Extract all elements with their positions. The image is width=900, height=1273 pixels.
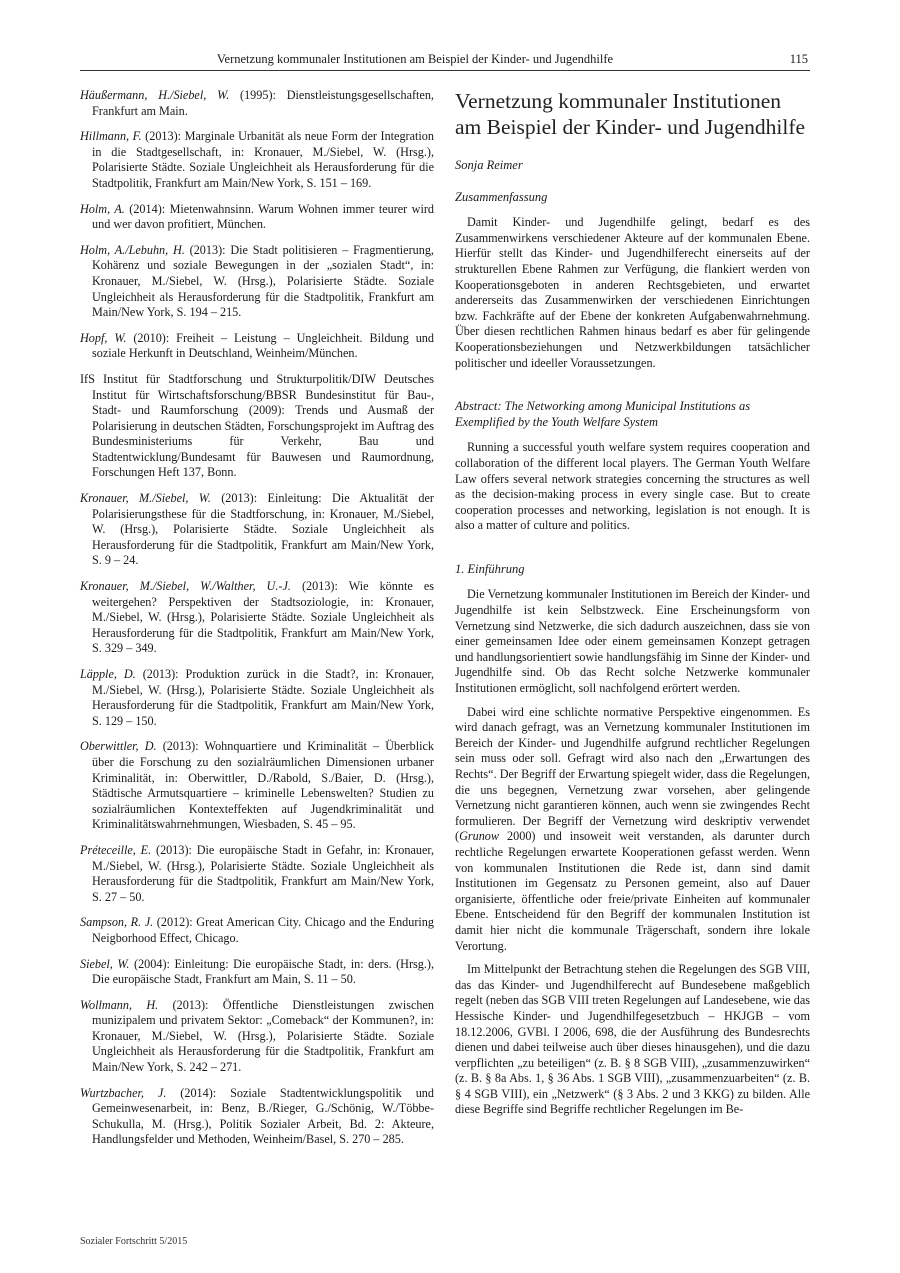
reference-text: (2013): Öffentliche Dienstleistungen zwischen munizipalem und privatem Sektor: „Comeback“ der Kommunen?, in: Kronauer, M./Siebel, W. (Hrsg.), Polarisierte Städte. Soziale Ungleichheit als Herausforderung für die Stadtpolitik, Frankfurt am Main/New York, S. 242 – 271. bbox=[92, 997, 434, 1075]
reference-item bbox=[80, 372, 434, 481]
reference-authors: Kronauer, M./Siebel, W./Walther, U.-J. bbox=[80, 579, 291, 594]
reference-item bbox=[80, 843, 434, 905]
reference-item bbox=[80, 957, 434, 988]
running-title: Vernetzung kommunaler Institutionen am Beispiel der Kinder- und Jugendhilfe bbox=[216, 52, 614, 66]
section-heading-introduction: 1. Einführung bbox=[455, 561, 525, 576]
abstract-heading: Abstract: The Networking among Municipal Institutions as Exemplified by the Youth Welfare System bbox=[455, 399, 751, 429]
article-title: Vernetzung kommunaler Institutionen am Beispiel der Kinder- und Jugendhilfe bbox=[455, 89, 806, 139]
reference-item bbox=[80, 331, 434, 362]
summary-text: Damit Kinder- und Jugendhilfe gelingt, bedarf es des Zusammenwirkens verschiedener Akteure auf der kommunalen Ebene. Hierfür stellt das Kinder- und Jugendhilferecht einerseits auf der strukturellen Ebene Rahmen zur Verfügung, die flankiert werden von Kooperationsgeboten in anderen Rechtsgebieten, und erwartet andererseits das Zusammenwirken der verschiedenen Einrichtungen bzw. Fachkräfte auf der Ebene der konkreten Aufgabenwahrnehmung. Über diesen rechtlichen Rahmen hinaus bedarf es aber für gelingende Kooperationsbeziehungen und Netzwerkbildungen tatsächlicher politischer und ideeller Voraussetzungen. bbox=[455, 215, 810, 370]
reference-item bbox=[80, 88, 434, 119]
spacer bbox=[455, 542, 810, 562]
reference-authors: Wollmann, H. bbox=[80, 997, 159, 1012]
reference-authors: Holm, A. bbox=[80, 201, 125, 216]
reference-list bbox=[80, 88, 434, 1158]
reference-authors: Préteceille, E. bbox=[80, 842, 152, 857]
reference-text: (2004): Einleitung: Die europäische Stadt, in: ders. (Hrsg.), Die europäische Stadt, Frankfurt am Main, S. 11 – 50. bbox=[92, 956, 435, 987]
reference-item bbox=[80, 998, 434, 1076]
reference-authors: Holm, A./Lebuhn, H. bbox=[80, 242, 185, 257]
reference-authors: Sampson, R. J. bbox=[80, 915, 154, 930]
summary-heading: Zusammenfassung bbox=[455, 189, 548, 204]
reference-text: IfS Institut für Stadtforschung und Strukturpolitik/DIW Deutsches Institut für Wirtschaftsforschung/BBSR Bundesinstitut für Bau-, Stadt- und Raumforschung (2009): Trends und Ausmaß der Polarisierung in deutschen Städten, Forschungsprojekt im Auftrag des Bundesministeriums für Verkehr, Bau und Stadtentwicklung/Bundesamt für Bauwesen und Raumordnung, Forschungen Heft 137, Bonn. bbox=[80, 371, 434, 480]
reference-item bbox=[80, 579, 434, 657]
journal-footer: Sozialer Fortschritt 5/2015 bbox=[80, 1236, 188, 1247]
running-head bbox=[80, 48, 810, 71]
reference-text: (2012): Great American City. Chicago and the Enduring Neigborhood Effect, Chicago. bbox=[92, 915, 434, 945]
reference-authors: Hopf, W. bbox=[80, 330, 127, 345]
reference-item bbox=[80, 202, 434, 233]
body-paragraph: Im Mittelpunkt der Betrachtung stehen die Regelungen des SGB VIII, das das Kinder- und Jugendhilferecht auf Bundesebene maßgeblich regelt (neben das SGB VIII treten Regelungen auf Landesebene, wie das Hessische Kinder- und Jugendhilfegesetzbuch – HKJGB – vom 18.12.2006, GVBl. I 2006, 698, die der Ausführung des Bundesrechts dienen und dabei teilweise auch über dieses hinausgehen), und die dazu verpflichten „zu beteiligen“ (z. B. § 8 SGB VIII), „zusammenzuwirken“ (z. B. § 8a Abs. 1, § 36 Abs. 1 SGB VIII), „zusammenzuarbeiten“ (z. B. § 4 SGB VIII), ein „Netzwerk“ (§ 3 Abs. 2 und 3 KKG) zu bilden. Alle diese Begriffe sind Begriffe rechtlicher Regelungen im Be- bbox=[455, 962, 810, 1117]
reference-item bbox=[80, 129, 434, 191]
body-text: 2000) und insoweit weit verstanden, als darunter durch rechtliche Regelungen erwartete Kooperationen gefasst werden. Wenn von kommunalen Institutionen die Rede ist, dann sind damit Institutionen im Gegensatz zu Personen gemeint, also auf Dauer organisierte, öffentliche oder freie/private Einheiten auf kommunaler Ebene. Entscheidend für den Begriff der kommunalen Institution ist damit hier nicht die kommunale Trägerschaft, sondern ihre lokale Verortung. bbox=[455, 829, 810, 953]
reference-text: (2010): Freiheit – Leistung – Ungleichheit. Bildung und soziale Herkunft in Deutschland, Weinheim/München. bbox=[92, 330, 434, 361]
body-paragraph: Die Vernetzung kommunaler Institutionen im Bereich der Kinder- und Jugendhilfe ist kein Selbstzweck. Eine Erscheinungsform von Vernetzung sind Netzwerke, die sich dadurch auszeichnen, dass sie von einer gemeinsamen Idee oder einem gemeinsamen Konzept getragen und handlungsorientiert sowie handlungsfähig im Sinne der Kinder- und Jugendhilfe sind. Ob das Recht solche Netzwerke kommunaler Institutionen ermöglicht, soll nachfolgend erörtert werden. bbox=[455, 587, 810, 696]
reference-authors: Kronauer, M./Siebel, W. bbox=[80, 491, 211, 506]
reference-item bbox=[80, 491, 434, 569]
reference-text: (2013): Wohnquartiere und Kriminalität – Überblick über die Forschung zu den sozialräumlichen Dimensionen urbaner Kriminalität, in: Oberwittler, D./Rabold, S./Baier, D. (Hrsg.), Städtische Armutsquartiere – kriminelle Lebenswelten? Studien zu sozialräumlichen Kontexteffekten auf Jugendkriminalität und Kriminalitätswahrnehmungen, Wiesbaden, S. 45 – 95. bbox=[92, 739, 434, 832]
article-column bbox=[455, 88, 810, 1126]
reference-text: (2013): Die europäische Stadt in Gefahr, in: Kronauer, M./Siebel, W. (Hrsg.), Polarisierte Städte. Soziale Ungleichheit als Herausforderung für die Stadtpolitik, Frankfurt am Main/New York, S. 27 – 50. bbox=[92, 842, 434, 904]
reference-text: (2014): Mietenwahnsinn. Warum Wohnen immer teurer wird und wer davon profitiert, München. bbox=[92, 201, 435, 232]
reference-authors: Hillmann, F. bbox=[80, 129, 142, 144]
reference-authors: Läpple, D. bbox=[80, 667, 136, 681]
body-paragraph bbox=[455, 705, 810, 955]
page-number: 115 bbox=[789, 52, 808, 66]
reference-authors: Wurtzbacher, J. bbox=[80, 1085, 167, 1100]
citation-author: Grunow bbox=[459, 829, 500, 844]
article-author: Sonja Reimer bbox=[455, 158, 523, 172]
reference-text: (2013): Die Stadt politisieren – Fragmentierung, Kohärenz und soziale Bewegungen in der „sozialen Stadt“, in: Kronauer, M./Siebel, W. (Hrsg.), Polarisierte Städte. Soziale Ungleichheit als Herausforderung für die Stadtpolitik, Frankfurt am Main/New York, S. 194 – 215. bbox=[92, 242, 434, 320]
reference-authors: Siebel, W. bbox=[80, 956, 130, 971]
reference-item bbox=[80, 739, 434, 833]
reference-text: (2013): Marginale Urbanität als neue Form der Integration in die Stadtgesellschaft, in: Kronauer, M./Siebel, W. (Hrsg.), Polarisierte Städte. Soziale Ungleichheit als Herausforderung für die Stadtpolitik, Frankfurt am Main/New York, S. 151 – 169. bbox=[92, 129, 434, 190]
reference-text: (2013): Produktion zurück in die Stadt?, in: Kronauer, M./Siebel, W. (Hrsg.), Polarisierte Städte. Soziale Ungleichheit als Herausforderung für die Stadtpolitik, Frankfurt am Main/New York, S. 129 – 150. bbox=[92, 667, 434, 728]
body-text: Dabei wird eine schlichte normative Perspektive eingenommen. Es wird danach gefragt, was an Vernetzung kommunaler Institutionen im Bereich der Kinder- und Jugendhilfe aufgrund rechtlicher Regelungen sein muss oder soll. Gefragt wird also nach den „Erwartungen des Rechts“. Der Begriff der Erwartung spiegelt wider, dass die Regelungen, die uns begegnen, Vernetzung zwar vorsehen, aber gelingende Vernetzung nicht garantieren können, auch wenn sie zwingendes Recht formulieren. Der Begriff der Vernetzung wird deskriptiv verwendet ( bbox=[455, 704, 810, 844]
reference-text: (1995): Dienstleistungsgesellschaften, Frankfurt am Main. bbox=[92, 88, 434, 118]
abstract-text: Running a successful youth welfare system requires cooperation and collaboration of the different local players. The German Youth Welfare Law offers several network strategies concerning the structures as well as the decision-making process in every single case. But to create cooperation processes and networking, legislation is not enough. It is also a matter of culture and politics. bbox=[455, 440, 810, 533]
reference-item bbox=[80, 1086, 434, 1148]
reference-authors: Oberwittler, D. bbox=[80, 739, 157, 754]
reference-text: (2014): Soziale Stadtentwicklungspolitik und Gemeinwesenarbeit, in: Benz, B./Rieger, G./Schönig, W./Többe-Schukulla, M. (Hrsg.), Politik Sozialer Arbeit, Bd. 2: Akteure, Handlungsfelder und Methoden, Weinheim/Basel, S. 270 – 285. bbox=[92, 1085, 434, 1147]
reference-authors: Häußermann, H./Siebel, W. bbox=[80, 88, 230, 102]
reference-item bbox=[80, 667, 434, 729]
reference-item bbox=[80, 243, 434, 321]
reference-text: (2013): Wie könnte es weitergehen? Perspektiven der Stadtsoziologie, in: Kronauer, M./Siebel, W. (Hrsg.), Polarisierte Städte. Soziale Ungleichheit als Herausforderung für die Stadtpolitik, Frankfurt am Main/New York, S. 329 – 349. bbox=[92, 579, 434, 656]
reference-item bbox=[80, 915, 434, 946]
reference-text: (2013): Einleitung: Die Aktualität der Polarisierungsthese für die Stadtforschung, in: Kronauer, M./Siebel, W. (Hrsg.), Polarisierte Städte. Soziale Ungleichheit als Herausforderung für die Stadtpolitik, Frankfurt am Main/New York, S. 9 – 24. bbox=[92, 491, 434, 568]
spacer bbox=[455, 379, 810, 399]
